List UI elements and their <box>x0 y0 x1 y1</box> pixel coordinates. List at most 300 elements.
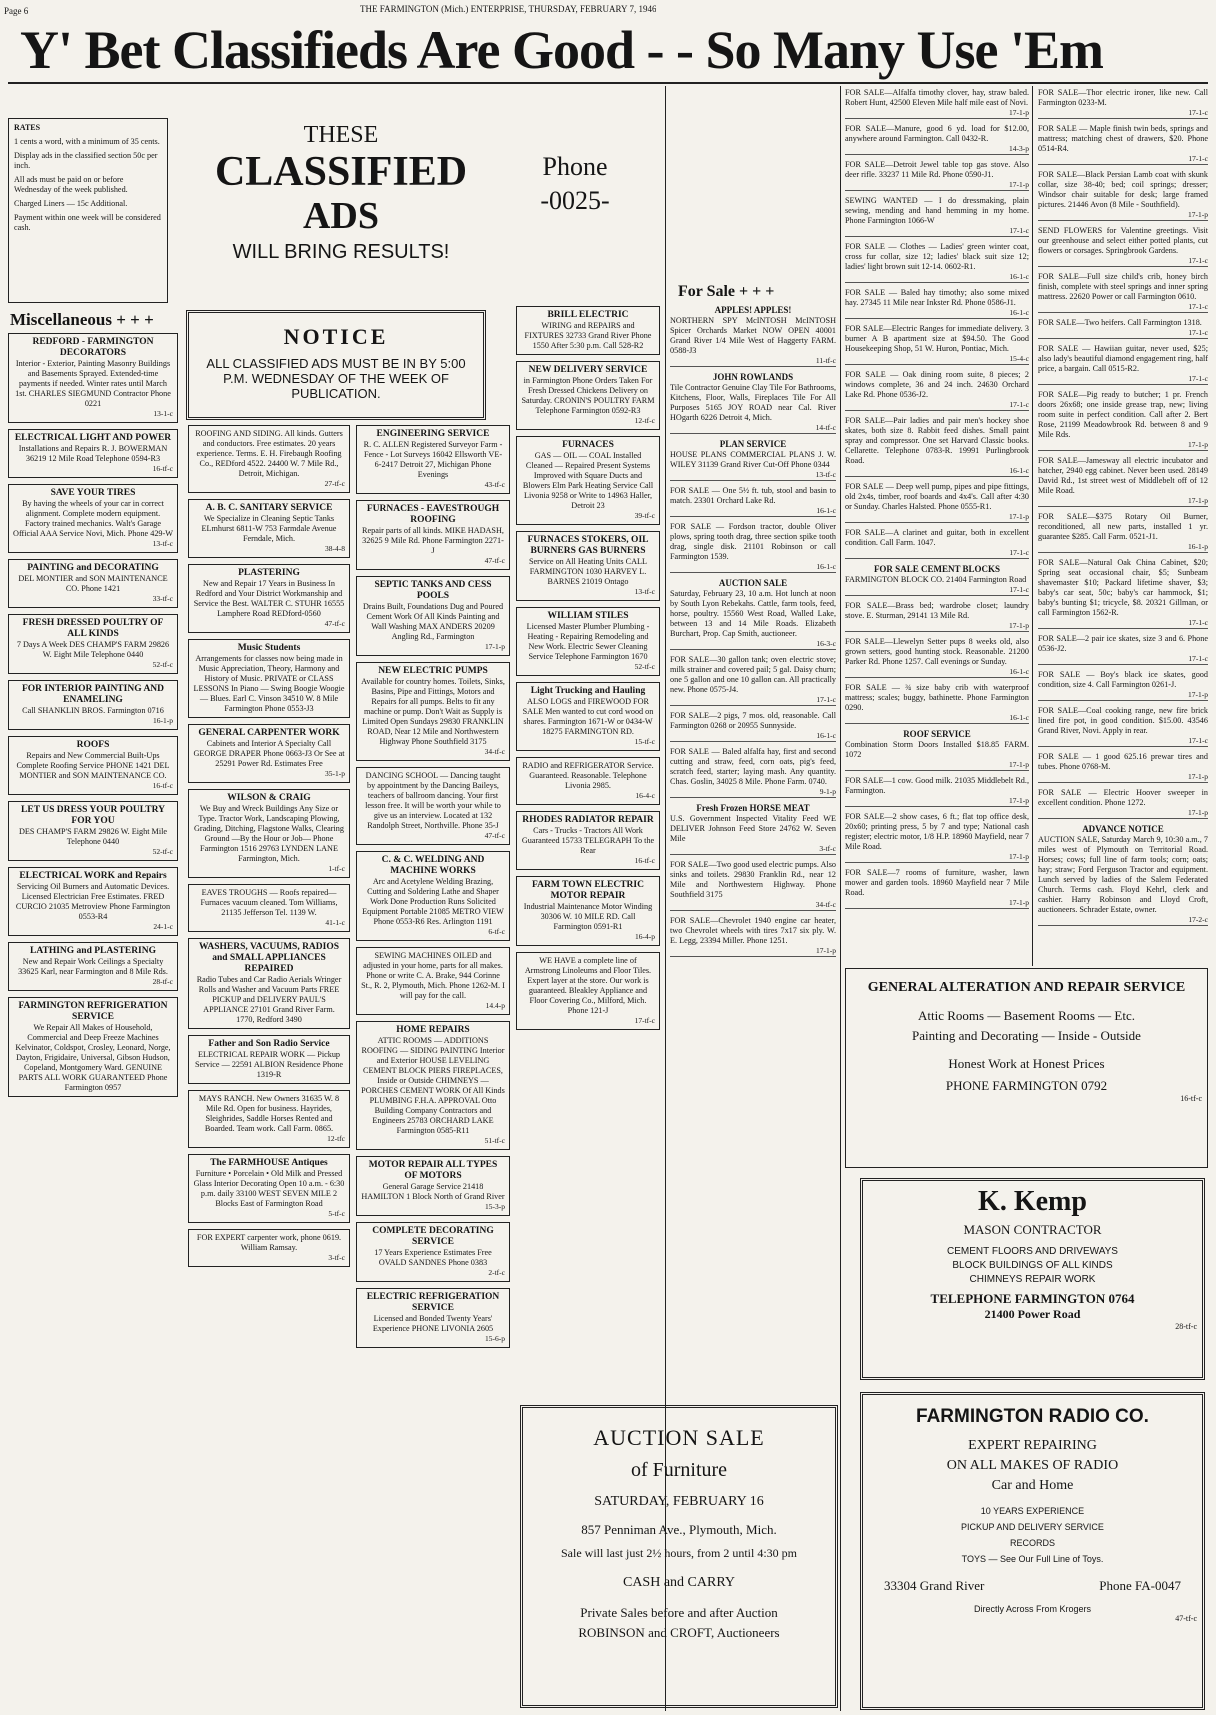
ad-body: WE HAVE a complete line of Armstrong Linoleums and Floor Tiles. Expert layer at the store. Our work is guaranteed. Bleakley Appliance and Floor Covering Co., Milford, Mich. Phone 121-J <box>524 956 652 1015</box>
ad-ref: 17-1-p <box>1188 496 1208 505</box>
column-misc-2 <box>188 425 350 1708</box>
ad-body: SEWING MACHINES OILED and adjusted in your home, parts for all makes. Phone or write C. A. Brake, 944 Corinne St., R. 2, Plymouth, Mich. Phone 1262-M. I will pay for the call. <box>361 951 505 1000</box>
ad-electrical-work <box>8 867 178 936</box>
ad-ref: 16-1-c <box>816 562 836 571</box>
ad-ref: 16-1-c <box>816 731 836 740</box>
ad-title: C. & C. WELDING AND MACHINE WORKS <box>381 855 485 876</box>
ad-title: A. B. C. SANITARY SERVICE <box>205 503 333 513</box>
kemp-line: BLOCK BUILDINGS OF ALL KINDS <box>952 1260 1113 1271</box>
ad-ice-skates <box>1038 634 1208 665</box>
ad-body: Servicing Oil Burners and Automatic Devices. Licensed Electrician Free Estimates. FRED CURCIO 21035 Metroview Phone Farmington 0553-R4 <box>15 882 171 921</box>
ad-body: FOR SALE—7 rooms of furniture, washer, lawn mower and garden tools. 18960 Mayfield near 7 Mile Road. <box>845 868 1029 897</box>
ad-sewing <box>356 947 510 1015</box>
ad-body: FOR SALE—Detroit Jewel table top gas stove. Also deer rifle. 33237 11 Mile Rd. Phone 0590-J1. <box>845 160 1029 179</box>
ad-carpenter <box>188 724 350 783</box>
ad-pipes <box>845 482 1029 523</box>
ad-title: WILLIAM STILES <box>547 611 629 621</box>
ad-ref: 14-tf-c <box>815 423 836 432</box>
ad-body: 17 Years Experience Estimates Free OVALD SANDNES Phone 0383 <box>374 1248 492 1267</box>
ad-title: PLAN SERVICE <box>719 439 787 449</box>
ad-ref: 33-tf-c <box>152 594 173 603</box>
banner-ads: ADS <box>302 195 380 237</box>
ad-lathing <box>8 942 178 991</box>
ad-advance <box>1038 824 1208 926</box>
ad-ref: 15-6-p <box>485 1334 505 1343</box>
ad-title: BRILL ELECTRIC <box>547 310 629 320</box>
ad-ref: 17-1-p <box>1009 898 1029 907</box>
ad-body: FOR SALE—Two heifers. Call Farmington 1318. <box>1038 318 1202 327</box>
ad-refrigeration <box>8 997 178 1097</box>
ad-roof-service <box>845 729 1029 771</box>
ad-ref: 17-1-p <box>1009 108 1029 117</box>
ad-body: General Garage Service 21418 HAMILTON 1 Block North of Grand River <box>361 1182 505 1201</box>
classified-banner <box>186 118 496 306</box>
ad-father-son <box>188 1035 350 1084</box>
ad-ref: 16-1-c <box>816 506 836 515</box>
ad-title: LET US DRESS YOUR POULTRY FOR YOU <box>21 805 165 826</box>
ad-furnaces-eaves <box>356 500 510 570</box>
ad-body: Call SHANKLIN BROS. Farmington 0716 <box>22 706 164 715</box>
ad-redford <box>8 333 178 423</box>
ad-body: FOR SALE — 1 good 625.16 prewar tires and tubes. Phone 0768-M. <box>1038 752 1208 771</box>
ad-title: AUCTION SALE <box>718 578 788 588</box>
ad-body: Arc and Acetylene Welding Brazing, Cutting and Soldering Lathe and Shaper Work Done Production Runs Solicited Equipment Portable 21085 METRO VIEW Phone 0553-R6 Res. Arlington 1191 <box>362 877 504 926</box>
ad-body: New and Repair 17 Years in Business In Redford and Your District Workmanship and Service the Best. WALTER C. STUHR 16555 Lamphere Road REDford-0560 <box>193 579 345 618</box>
ad-ref: 17-1-p <box>816 946 836 955</box>
ad-ref: 34-tf-c <box>815 900 836 909</box>
ad-title: COMPLETE DECORATING SERVICE <box>372 1226 494 1247</box>
ad-cow <box>845 776 1029 807</box>
ad-body: New and Repair Work Ceilings a Specialty 33625 Karl, near Farmington and 8 Mile Rds. <box>18 957 168 976</box>
ad-title: SAVE YOUR TIRES <box>50 488 136 498</box>
ad-ref: 17-1-c <box>1188 256 1208 265</box>
ad-dancing <box>356 767 510 845</box>
ad-ref: 16-tf-c <box>152 781 173 790</box>
ad-title: LATHING and PLASTERING <box>30 946 156 956</box>
ad-body: EAVES TROUGHS — Roofs repaired—Furnaces vacuum cleaned. Tom Williams, 21135 Jefferson Tel. 1139 W. <box>200 888 338 917</box>
ad-title: ELECTRICAL LIGHT AND POWER <box>14 433 172 443</box>
ad-ref: 6-tf-c <box>488 927 505 936</box>
ad-body: Cabinets and Interior A Specialty Call GEORGE DRAPER Phone 0663-J3 Or See at 25291 Power Rd. Estimates Free <box>193 739 345 768</box>
ad-baled-timothy <box>845 288 1029 319</box>
ad-ref: 41-1-c <box>325 918 345 927</box>
ad-body: GAS — OIL — COAL Installed Cleaned — Repaired Present Systems Improved with Square Ducts and Blowers Elm Park Heating Service Call Livonia 9258 or Write to 14963 Haller, Detroit 23 <box>522 451 654 510</box>
auction-private: Private Sales before and after Auction <box>580 1605 778 1620</box>
ad-ref: 14.4-p <box>485 1001 505 1010</box>
ad-body: Licensed Master Plumber Plumbing - Heating - Repairing Remodeling and New Work. Electric Sewer Cleaning Service Telephone Farmington 1670 <box>526 622 650 661</box>
ad-ref: 16-4-p <box>635 932 655 941</box>
alteration-line: Painting and Decorating — Inside - Outside <box>912 1028 1141 1043</box>
ad-show-cases <box>845 812 1029 863</box>
ad-poultry-1 <box>8 614 178 674</box>
ad-body: FOR SALE—30 gallon tank; oven electric stove; milk strainer and covered pail; 5 gal. Daisy churn; one 5 gallon and one 10 gallon can. All practically new. Phone 0575-J4. <box>670 655 836 694</box>
column-for-sale-1 <box>670 305 836 1400</box>
ad-title: ADVANCE NOTICE <box>1082 824 1164 834</box>
page-title: Y' Bet Classifieds Are Good - - So Many Use 'Em <box>20 20 1103 80</box>
ad-poultry-2 <box>8 801 178 861</box>
ad-jewel <box>845 160 1029 191</box>
ad-ref: 15-tf-c <box>634 737 655 746</box>
ad-ref: 17-1-c <box>816 695 836 704</box>
ad-title: WILSON & CRAIG <box>227 793 311 803</box>
ad-ref: 34-tf-c <box>484 747 505 756</box>
ad-ref: 47-tf-c <box>484 556 505 565</box>
ad-body: FOR SALE—Pig ready to butcher; 1 pr. French doors 26x68; one inside grease trap, new; living room suite in perfect condition. Call after 2. Bert Rose, 21199 Meadowbrook Rd. between 8 and 9 Mile Rds. <box>1038 390 1208 439</box>
ad-plastering <box>188 564 350 633</box>
ad-title: MOTOR REPAIR ALL TYPES OF MOTORS <box>368 1160 498 1181</box>
radio-phone: Phone FA-0047 <box>1099 1578 1181 1593</box>
auction-auctioneers: ROBINSON and CROFT, Auctioneers <box>578 1625 780 1640</box>
rates-line: Payment within one week will be considered cash. <box>14 213 161 232</box>
ad-rowlands <box>670 372 836 434</box>
ad-septic <box>356 576 510 656</box>
ad-ref: 17-1-p <box>1188 808 1208 817</box>
ad-body: FOR SALE—Pair ladies and pair men's hockey shoe skates, both size 8. Rabbit feed dishes. Small paint spray and compressor. One set Harvard Classic books. Cellarette. Telephone 0783-R. 19991 Purlingbrook Road. <box>845 416 1029 465</box>
ad-ref: 16-3-c <box>816 639 836 648</box>
ad-body: ROOFING AND SIDING. All kinds. Gutters and conductors. Free estimates. 20 years experience. Terms. E. H. Firebaugh Roofing Co., REDford 4522. 24400 W. 7 Mile Rd., Detroit, Michigan. <box>195 429 343 478</box>
ad-body: FOR SALE—Full size child's crib, honey birch finish, complete with steel springs and inner spring mattress. 22620 Power or call Farmington 0610. <box>1038 272 1208 301</box>
ad-body: SEWING WANTED — I do dressmaking, plain sewing, mending and hand hemming in my home. Phone Farmington 1066-W <box>845 196 1029 225</box>
ad-furniture-7 <box>845 868 1029 909</box>
ad-body: FOR SALE — ¾ size baby crib with waterproof mattress; scales; buggy, bathinette. Phone Farmington 0290. <box>845 683 1029 712</box>
ad-crib <box>845 683 1029 724</box>
ad-body: Furniture • Porcelain • Old Milk and Pressed Glass Interior Decorating Open 10 a.m. - 6:30 p.m. daily 33100 WEST SEVEN MILE 2 Blocks East of Farmington Road <box>193 1169 345 1208</box>
ad-stokers <box>516 531 660 601</box>
notice-title: NOTICE <box>283 324 389 349</box>
ad-body: DEL MONTIER and SON MAINTENANCE CO. Phone 1421 <box>18 574 168 593</box>
ad-body: Saturday, February 23, 10 a.m. Hot lunch at noon by South Lyon Rebekahs. Cattle, farm tools, feed, horse, poultry. 15560 West Road, Walled Lake, between 13 and 14 Mile Roads. Elizabeth Burchart, Prop. Cap Smith, auctioneer. <box>670 589 836 638</box>
ad-body: FOR SALE—Two good used electric pumps. Also sinks and toilets. 29830 Franklin Rd., near 12 Mile and Northwestern Highway. Phone Southfield 3175 <box>670 860 836 899</box>
ad-ref: 16-1-c <box>1009 667 1029 676</box>
ad-mays-ranch <box>188 1090 350 1148</box>
ad-painting-decorating <box>8 559 178 608</box>
ad-ref: 16-1-c <box>1009 713 1029 722</box>
ad-body: FOR SALE—Llewelyn Setter pups 8 weeks old, also grown setters, good hunting stock. Reasonable. 21200 Parker Rd. Phone 1257. Call evenings or Sunday. <box>845 637 1029 666</box>
ad-title: Music Students <box>237 643 301 653</box>
ad-body: ELECTRICAL REPAIR WORK — Pickup Service — 22591 ALBION Residence Phone 1319-R <box>194 1050 344 1079</box>
ad-pigs <box>670 711 836 742</box>
ad-title: The FARMHOUSE Antiques <box>210 1158 328 1168</box>
kemp-name: K. Kemp <box>978 1186 1087 1217</box>
kemp-line: CEMENT FLOORS AND DRIVEWAYS <box>947 1246 1118 1257</box>
ad-body: FOR SALE — Oak dining room suite, 8 pieces; 2 windows complete, 36 and 24 inch. 24630 Orchard Lake Rd. Phone 0536-J2. <box>845 370 1029 399</box>
ad-title: RHODES RADIATOR REPAIR <box>522 815 654 825</box>
ad-body: FOR SALE—1 cow. Good milk. 21035 Middlebelt Rd., Farmington. <box>845 776 1029 795</box>
ad-ref: 24-1-c <box>153 922 173 931</box>
ad-pumps-sale <box>670 860 836 911</box>
ad-furnaces-gas <box>516 436 660 525</box>
ad-ref: 17-1-c <box>1188 108 1208 117</box>
ad-ref: 17-2-c <box>1188 915 1208 924</box>
ad-ref: 35-1-p <box>325 769 345 778</box>
ad-body: FOR SALE—Black Persian Lamb coat with skunk collar, size 38-40; bed; coil springs; dresser; Windsor chair suitable for desk; large framed pictures. 21446 Avon (8 Mile - Southfield). <box>1038 170 1208 209</box>
ad-washers <box>188 938 350 1029</box>
ad-ref: 14-3-p <box>1009 144 1029 153</box>
ad-body: FOR SALE — Electric Hoover sweeper in excellent condition. Phone 1272. <box>1038 788 1208 807</box>
ad-title: WASHERS, VACUUMS, RADIOS and SMALL APPLIANCES REPAIRED <box>198 942 340 974</box>
ad-pumps <box>356 662 510 761</box>
ad-for-expert <box>188 1229 350 1267</box>
ad-baled <box>670 747 836 798</box>
ad-electrical-light <box>8 429 178 478</box>
ad-rotary <box>1038 512 1208 553</box>
auction-date: SATURDAY, FEBRUARY 16 <box>594 1494 764 1509</box>
ad-title: PAINTING and DECORATING <box>27 563 159 573</box>
ad-body: Service on All Heating Units CALL FARMINGTON 1030 HARVEY L. BARNES 21019 Ontago <box>528 557 648 586</box>
ad-roofing-siding <box>188 425 350 493</box>
ad-ref: 17-1-c <box>1188 154 1208 163</box>
ad-pig <box>1038 390 1208 451</box>
ad-title: NEW ELECTRIC PUMPS <box>378 666 488 676</box>
ad-cement-blocks <box>845 564 1029 596</box>
ad-ref: 15-3-p <box>485 1202 505 1211</box>
ad-title: ENGINEERING SERVICE <box>376 429 490 439</box>
radio-line: EXPERT REPAIRING <box>968 1438 1097 1453</box>
ad-ref: 17-1-c <box>1188 618 1208 627</box>
ad-crib-full <box>1038 272 1208 313</box>
ad-body: FOR SALE—A clarinet and guitar, both in excellent condition. Call Farm. 1047. <box>845 528 1029 547</box>
column-misc-3 <box>356 425 510 1708</box>
ad-stiles <box>516 607 660 676</box>
kemp-address: 21400 Power Road <box>984 1307 1081 1321</box>
ad-sanitary <box>188 499 350 558</box>
phone-number: -0025- <box>540 186 610 215</box>
ad-body: FOR SALE — One 5½ ft. tub, stool and basin to match. 23301 Orchard Lake Rd. <box>670 486 836 505</box>
ad-body: By having the wheels of your car in correct alignment. Complete modern equipment. Factory trained mechanics. Walt's Garage Official AAA Service Novi, Mich. Phone 429-W <box>13 499 173 538</box>
ad-title: FARMINGTON REFRIGERATION SERVICE <box>18 1001 168 1022</box>
ad-title: ROOFS <box>76 740 110 750</box>
ad-ref: 13-tf-c <box>815 470 836 479</box>
alteration-ad <box>845 968 1208 1168</box>
ad-ref: 47-tf-c <box>324 619 345 628</box>
ad-body: FOR SALE—Manure, good 6 yd. load for $12.00, anywhere around Farmington. Call 0432-R. <box>845 124 1029 143</box>
ad-body: FOR SALE—Jamesway all electric incubator and hatcher, 2940 egg cabinet. Never been used. 28149 David Rd., 1st street west of Middlebelt off of 12 Mile Road. <box>1038 456 1208 495</box>
ad-hockey <box>845 416 1029 477</box>
ad-ref: 9-1-p <box>819 787 836 796</box>
ad-body: DANCING SCHOOL — Dancing taught by appointment by the Dancing Baileys, teachers of ballroom dancing. Your first lesson free. It will be worth your while to give us an interview. Located at 132 Randolph Street, Northville. Phone 35-J <box>365 771 501 830</box>
ad-coal-range <box>1038 706 1208 747</box>
ad-ref: 17-1-c <box>1009 226 1029 235</box>
ad-body: FOR SALE — Fordson tractor, double Oliver plows, spring tooth drag, three section spike tooth drag, single disk. 21101 Robinson or call Farmington 1539. <box>670 522 836 561</box>
ad-body: FOR SALE—Coal cooking range, new fire brick lined fire pot, in good condition. $15.00. 43546 Grand River, Novi. Apply in rear. <box>1038 706 1208 735</box>
ad-body: U.S. Government Inspected Vitality Feed WE DELIVER Johnson Feed Store 24762 W. Seven Mile <box>670 814 836 843</box>
ad-title: FARM TOWN ELECTRIC MOTOR REPAIR <box>532 880 644 901</box>
radio-contact <box>868 1578 1197 1594</box>
ad-ref: 12-tfc <box>327 1134 345 1143</box>
ad-body: Radio Tubes and Car Radio Aerials Wringer Rolls and Washer and Vacuum Parts FREE PICKUP and DELIVERY PAUL'S APPLIANCE 27101 Grand River Farm. 1770, Redford 3490 <box>196 975 342 1024</box>
ad-title: SEPTIC TANKS AND CESS POOLS <box>374 580 492 601</box>
ad-delivery <box>516 361 660 430</box>
ad-body: WIRING and REPAIRS and FIXTURES 32733 Grand River Phone 1550 After 5:30 p.m. Call 528-R2 <box>524 321 652 350</box>
rates-line: 1 cents a word, with a minimum of 35 cents. <box>14 137 160 146</box>
ad-title: REDFORD - FARMINGTON DECORATORS <box>32 337 154 358</box>
ad-ref: 16-4-c <box>635 791 655 800</box>
section-misc: Miscellaneous + + + <box>10 310 154 329</box>
ad-ref: 17-1-p <box>1009 852 1029 861</box>
ad-wilson-craig <box>188 789 350 878</box>
ad-body: ATTIC ROOMS — ADDITIONS ROOFING — SIDING PAINTING Interior and Exterior HOUSE LEVELING CEMENT BLOCK PIERS FIREPLACES, Inside or Outside CHIMNEYS — PORCHES CEMENT WORK Of All Kinds PLUMBING F.H.A. APPROVAL Otto Building Company Contractors and Engineers 25783 ORCHARD LAKE Farmington 0585-R11 <box>361 1036 505 1135</box>
ad-ref: 17-1-p <box>1188 210 1208 219</box>
ad-title: HOME REPAIRS <box>396 1025 470 1035</box>
ad-apples <box>670 305 836 367</box>
ad-body: FOR SALE — Baled hay timothy; also some mixed hay. 27345 11 Mile near Inkster Rd. Phone 0586-J1. <box>845 288 1029 307</box>
kemp-ref: 28-tf-c <box>1175 1322 1197 1331</box>
rates-line: All ads must be paid on or before Wednesday of the week published. <box>14 175 128 194</box>
ad-body: FOR SALE — Clothes — Ladies' green winter coat, cross fur collar, size 12; ladies' black suit size 12; ladies' light brown suit 12-14. 0602-R1. <box>845 242 1029 271</box>
column-for-sale-2 <box>845 88 1029 960</box>
ad-body: FARMINGTON BLOCK CO. 21404 Farmington Road <box>845 575 1027 584</box>
ad-body: Cars - Trucks - Tractors All Work Guaranteed 15733 TELEGRAPH To the Rear <box>521 826 655 855</box>
radio-line: 10 YEARS EXPERIENCE <box>980 1506 1085 1516</box>
ad-gallon <box>670 655 836 706</box>
radio-line: ON ALL MAKES OF RADIO <box>946 1458 1119 1473</box>
ad-hoover <box>1038 788 1208 819</box>
ad-ref: 17-1-c <box>1188 736 1208 745</box>
ad-ref: 2-tf-c <box>488 1268 505 1277</box>
ad-manure <box>845 124 1029 155</box>
ad-title: JOHN ROWLANDS <box>712 372 794 382</box>
ad-ref: 17-1-p <box>1009 180 1029 189</box>
ad-ref: 16-1-c <box>1009 272 1029 281</box>
auction-subtitle: of Furniture <box>630 1459 728 1481</box>
ad-title: FOR SALE CEMENT BLOCKS <box>873 564 1001 574</box>
ad-ref: 3-tf-c <box>819 844 836 853</box>
alteration-ref: 16-tf-c <box>1180 1094 1202 1103</box>
ad-ref: 3-tf-c <box>328 1253 345 1262</box>
radio-line: Car and Home <box>991 1478 1074 1493</box>
phone-label: Phone <box>542 152 608 181</box>
ad-trucking <box>516 682 660 751</box>
ad-body: MAYS RANCH. New Owners 31635 W. 8 Mile Rd. Open for business. Hayrides, Sleighrides, Saddle Horses Rented and Boarded. Team work. Call Farm. 0865. <box>198 1094 340 1133</box>
ad-chevrolet <box>670 916 836 957</box>
kemp-line: CHIMNEYS REPAIR WORK <box>969 1274 1096 1285</box>
ad-auction <box>670 578 836 650</box>
ad-body: Drains Built, Foundations Dug and Poured Cement Work Of All Kinds Painting and Wall Washing MAX ANDERS 20209 Angling Rd., Farmington <box>362 602 504 641</box>
rates-box <box>8 118 168 303</box>
auction-title: AUCTION SALE <box>593 1425 765 1450</box>
ad-body: FOR SALE — Boy's black ice skates, good condition, size 4. Call Farmington 0261-J. <box>1038 670 1208 689</box>
notice-text: ALL CLASSIFIED ADS MUST BE IN BY 5:00 P.M. WEDNESDAY OF THE WEEK OF PUBLICATION. <box>206 356 466 401</box>
ad-ref: 17-1-p <box>1009 621 1029 630</box>
masthead: THE FARMINGTON (Mich.) ENTERPRISE, THURSDAY, FEBRUARY 7, 1946 <box>360 4 657 14</box>
ad-flowers <box>1038 226 1208 267</box>
column-misc-4 <box>516 306 660 1396</box>
ad-tires <box>1038 752 1208 783</box>
ad-body: Available for country homes. Toilets, Sinks, Basins, Pipe and Fittings, Motors and Repairs for all pumps. Belts to fit any machine or pump. Don't Wait as Supply is Limited Open Sundays 29830 FRANKLIN ROAD, Near 12 Mile and Northwestern Highway Phone Southfield 3175 <box>361 677 505 746</box>
ad-title: ROOF SERVICE <box>903 729 971 739</box>
ad-body: Repairs and New Commercial Built-Ups Complete Roofing Service PHONE 1421 DEL MONTIER and SON MAINTENANCE CO. <box>16 751 170 780</box>
auction-hours: Sale will last just 2½ hours, from 2 until 4:30 pm <box>561 1546 797 1560</box>
ad-ref: 17-1-p <box>485 642 505 651</box>
ad-body: We Buy and Wreck Buildings Any Size or Type. Tractor Work, Landscaping Plowing, Grading, Ditching, Flagstone Walks, Clearing Ground —By the Hour or Job— Phone Farmington 1516 29763 LYNDEN LANE Farmington, Mich. <box>194 804 344 863</box>
ad-ref: 13-tf-c <box>634 587 655 596</box>
ad-timothy <box>845 88 1029 119</box>
ad-save-tires <box>8 484 178 553</box>
ad-jamesway <box>1038 456 1208 507</box>
ad-body: Combination Storm Doors Installed $18.85 FARM. 1072 <box>845 740 1029 759</box>
ad-decorating <box>356 1222 510 1282</box>
ad-body: FOR SALE — Baled alfalfa hay, first and second cutting and straw, feed, corn oats, pig's feed, scratch feed, starter; laying mash. Any quantity. Chas. Goslin, 34025 8 Mile. Phone Farm. 0740. <box>670 747 836 786</box>
ad-title: FURNACES STOKERS, OIL BURNERS GAS BURNERS <box>527 535 649 556</box>
ad-body: FOR SALE—Brass bed; wardrobe closet; laundry stove. E. Sturman, 29141 13 Mile Rd. <box>845 601 1029 620</box>
ad-body: Repair parts of all kinds. MIKE HADASH, 32625 9 Mile Rd. Phone Farmington 2271-J <box>362 526 504 555</box>
ad-ref: 17-1-c <box>1188 374 1208 383</box>
ad-ref: 15-4-c <box>1009 354 1029 363</box>
ad-title: FRESH DRESSED POULTRY OF ALL KINDS <box>22 618 164 639</box>
ad-body: FOR SALE — Deep well pump, pipes and pipe fittings, old 2x4s, timber, roof boards and 4x4's. Call after 4:30 or Sunday. Charles Halsted. Phone 0555-R1. <box>845 482 1029 511</box>
ad-clarinet <box>845 528 1029 559</box>
ad-body: FOR SALE—Electric Ranges for immediate delivery. 3 burner A B apartment size at $94.50. The Good Housekeeping Shop, 51 W. Huron, Pontiac, Mich. <box>845 324 1029 353</box>
column-misc-1 <box>8 333 178 1708</box>
ad-title: APPLES! APPLES! <box>714 305 792 315</box>
ad-sewing-wanted <box>845 196 1029 237</box>
ad-ref: 12-tf-c <box>634 416 655 425</box>
section-for-sale: For Sale + + + <box>678 283 775 300</box>
ad-bass-bed <box>845 601 1029 632</box>
ad-body: We Repair All Makes of Household, Commercial and Deep Freeze Machines Kelvinator, Coldspot, Crosley, Leonard, Norge, Dayton, Frigidaire, Universal, Gibson Hudson, Copeland, Montgomery Ward. GENUINE PARTS ALL WORK GUARANTEED Phone Farmington 0957 <box>15 1023 171 1092</box>
alteration-line: Honest Work at Honest Prices <box>948 1056 1105 1071</box>
ad-body: in Farmington Phone Orders Taken For Fresh Dressed Chickens Delivery on Saturday. CRONIN'S POULTRY FARM Telephone Farmington 0592-R3 <box>521 376 655 415</box>
ad-motor-repair <box>356 1156 510 1216</box>
ad-body: R. C. ALLEN Registered Surveyor Farm - Fence - Lot Surveys 16042 Ellsworth VE-6-2417 Detroit 27, Michigan Phone Evenings <box>363 440 503 479</box>
ad-title: GENERAL CARPENTER WORK <box>198 728 340 738</box>
ad-body: FOR SALE—Alfalfa timothy clover, hay, straw baled. Robert Hunt, 42500 Eleven Mile half mile east of Novi. <box>845 88 1029 107</box>
ad-fordson <box>670 522 836 573</box>
ad-setter <box>845 637 1029 678</box>
ad-maple <box>1038 124 1208 165</box>
ad-ref: 16-tf-c <box>152 464 173 473</box>
ad-radio-refrig <box>516 757 660 805</box>
ad-body: Arrangements for classes now being made in Music Appreciation, Theory, Harmony and History of Music. PRIVATE or CLASS LESSONS In Piano — Swing Boogie Woogie — Blues. Earl C. Vinson 34510 W. 8 Mile Farmington Phone 0553-J3 <box>193 654 345 713</box>
ad-refrig-service <box>356 1288 510 1348</box>
ad-welding <box>356 851 510 941</box>
ad-title: FOR INTERIOR PAINTING AND ENAMELING <box>21 684 165 705</box>
rates-line: Charged Liners — 15c Additional. <box>14 199 128 208</box>
auction-address: 857 Penniman Ave., Plymouth, Mich. <box>581 1522 777 1537</box>
ad-body: We Specialize in Cleaning Septic Tanks ELmhurst 6811-W 753 Farmdale Avenue Ferndale, Mich. <box>201 514 337 543</box>
phone-box <box>520 150 630 218</box>
ad-ref: 17-1-p <box>1188 690 1208 699</box>
ad-body: Interior - Exterior, Painting Masonry Buildings and Basements Sprayed. Extended-time payments if needed. Winter rates until March 1st. CHARLES SIEGMUND Contractor Phone 0221 <box>15 359 171 408</box>
ad-ref: 17-1-p <box>1009 796 1029 805</box>
ad-ref: 51-tf-c <box>484 1136 505 1145</box>
kemp-ad <box>860 1178 1205 1380</box>
ad-interior-painting <box>8 680 178 730</box>
ad-body: FOR SALE—Natural Oak China Cabinet, $20; Spring seat occasional chair, $5; Sunbeam shavemaster $10; Packard lifetime shaver, $3; baby's car seat, 50c; baby's car hammock, $1; baby's bunting $1; tricycle, $8. 20321 Gillman, or call Farmington 1562-R. <box>1038 558 1208 617</box>
ad-ref: 27-tf-c <box>324 479 345 488</box>
ad-china <box>1038 558 1208 629</box>
ad-ref: 52-tf-c <box>152 847 173 856</box>
ad-title: ELECTRIC REFRIGERATION SERVICE <box>366 1292 500 1313</box>
ad-body: FOR EXPERT carpenter work, phone 0619. William Ramsay. <box>196 1233 342 1252</box>
alteration-phone: PHONE FARMINGTON 0792 <box>945 1078 1108 1093</box>
radio-line: RECORDS <box>1009 1538 1055 1548</box>
auction-ad <box>520 1405 838 1708</box>
ad-body: HOUSE PLANS COMMERCIAL PLANS J. W. WILEY 31139 Grand River Cut-Off Phone 0344 <box>670 450 836 469</box>
ad-body: 7 Days A Week DES CHAMP'S FARM 29826 W. Eight Mile Telephone 0440 <box>16 640 170 659</box>
ad-clothes <box>845 242 1029 283</box>
ad-ref: 52-tf-c <box>634 662 655 671</box>
ad-title: FURNACES - EAVESTROUGH ROOFING <box>366 504 500 525</box>
alteration-line: Attic Rooms — Basement Rooms — Etc. <box>917 1008 1135 1023</box>
ad-plan <box>670 439 836 481</box>
radio-ref: 47-tf-c <box>1175 1614 1197 1623</box>
radio-line: Directly Across From Krogers <box>973 1604 1092 1614</box>
ad-body: SEND FLOWERS for Valentine greetings. Visit our greenhouse and select either potted plants, cut flowers or corsages. Springbrook Gardens. <box>1038 226 1208 255</box>
ad-title: Father and Son Radio Service <box>208 1039 330 1049</box>
ad-body: FOR SALE—$375 Rotary Oil Burner, reconditioned, all new parts, installed 1 yr. guarantee $285. Call Farm. 0521-J1. <box>1038 512 1208 541</box>
ad-ref: 16-1-p <box>153 716 173 725</box>
